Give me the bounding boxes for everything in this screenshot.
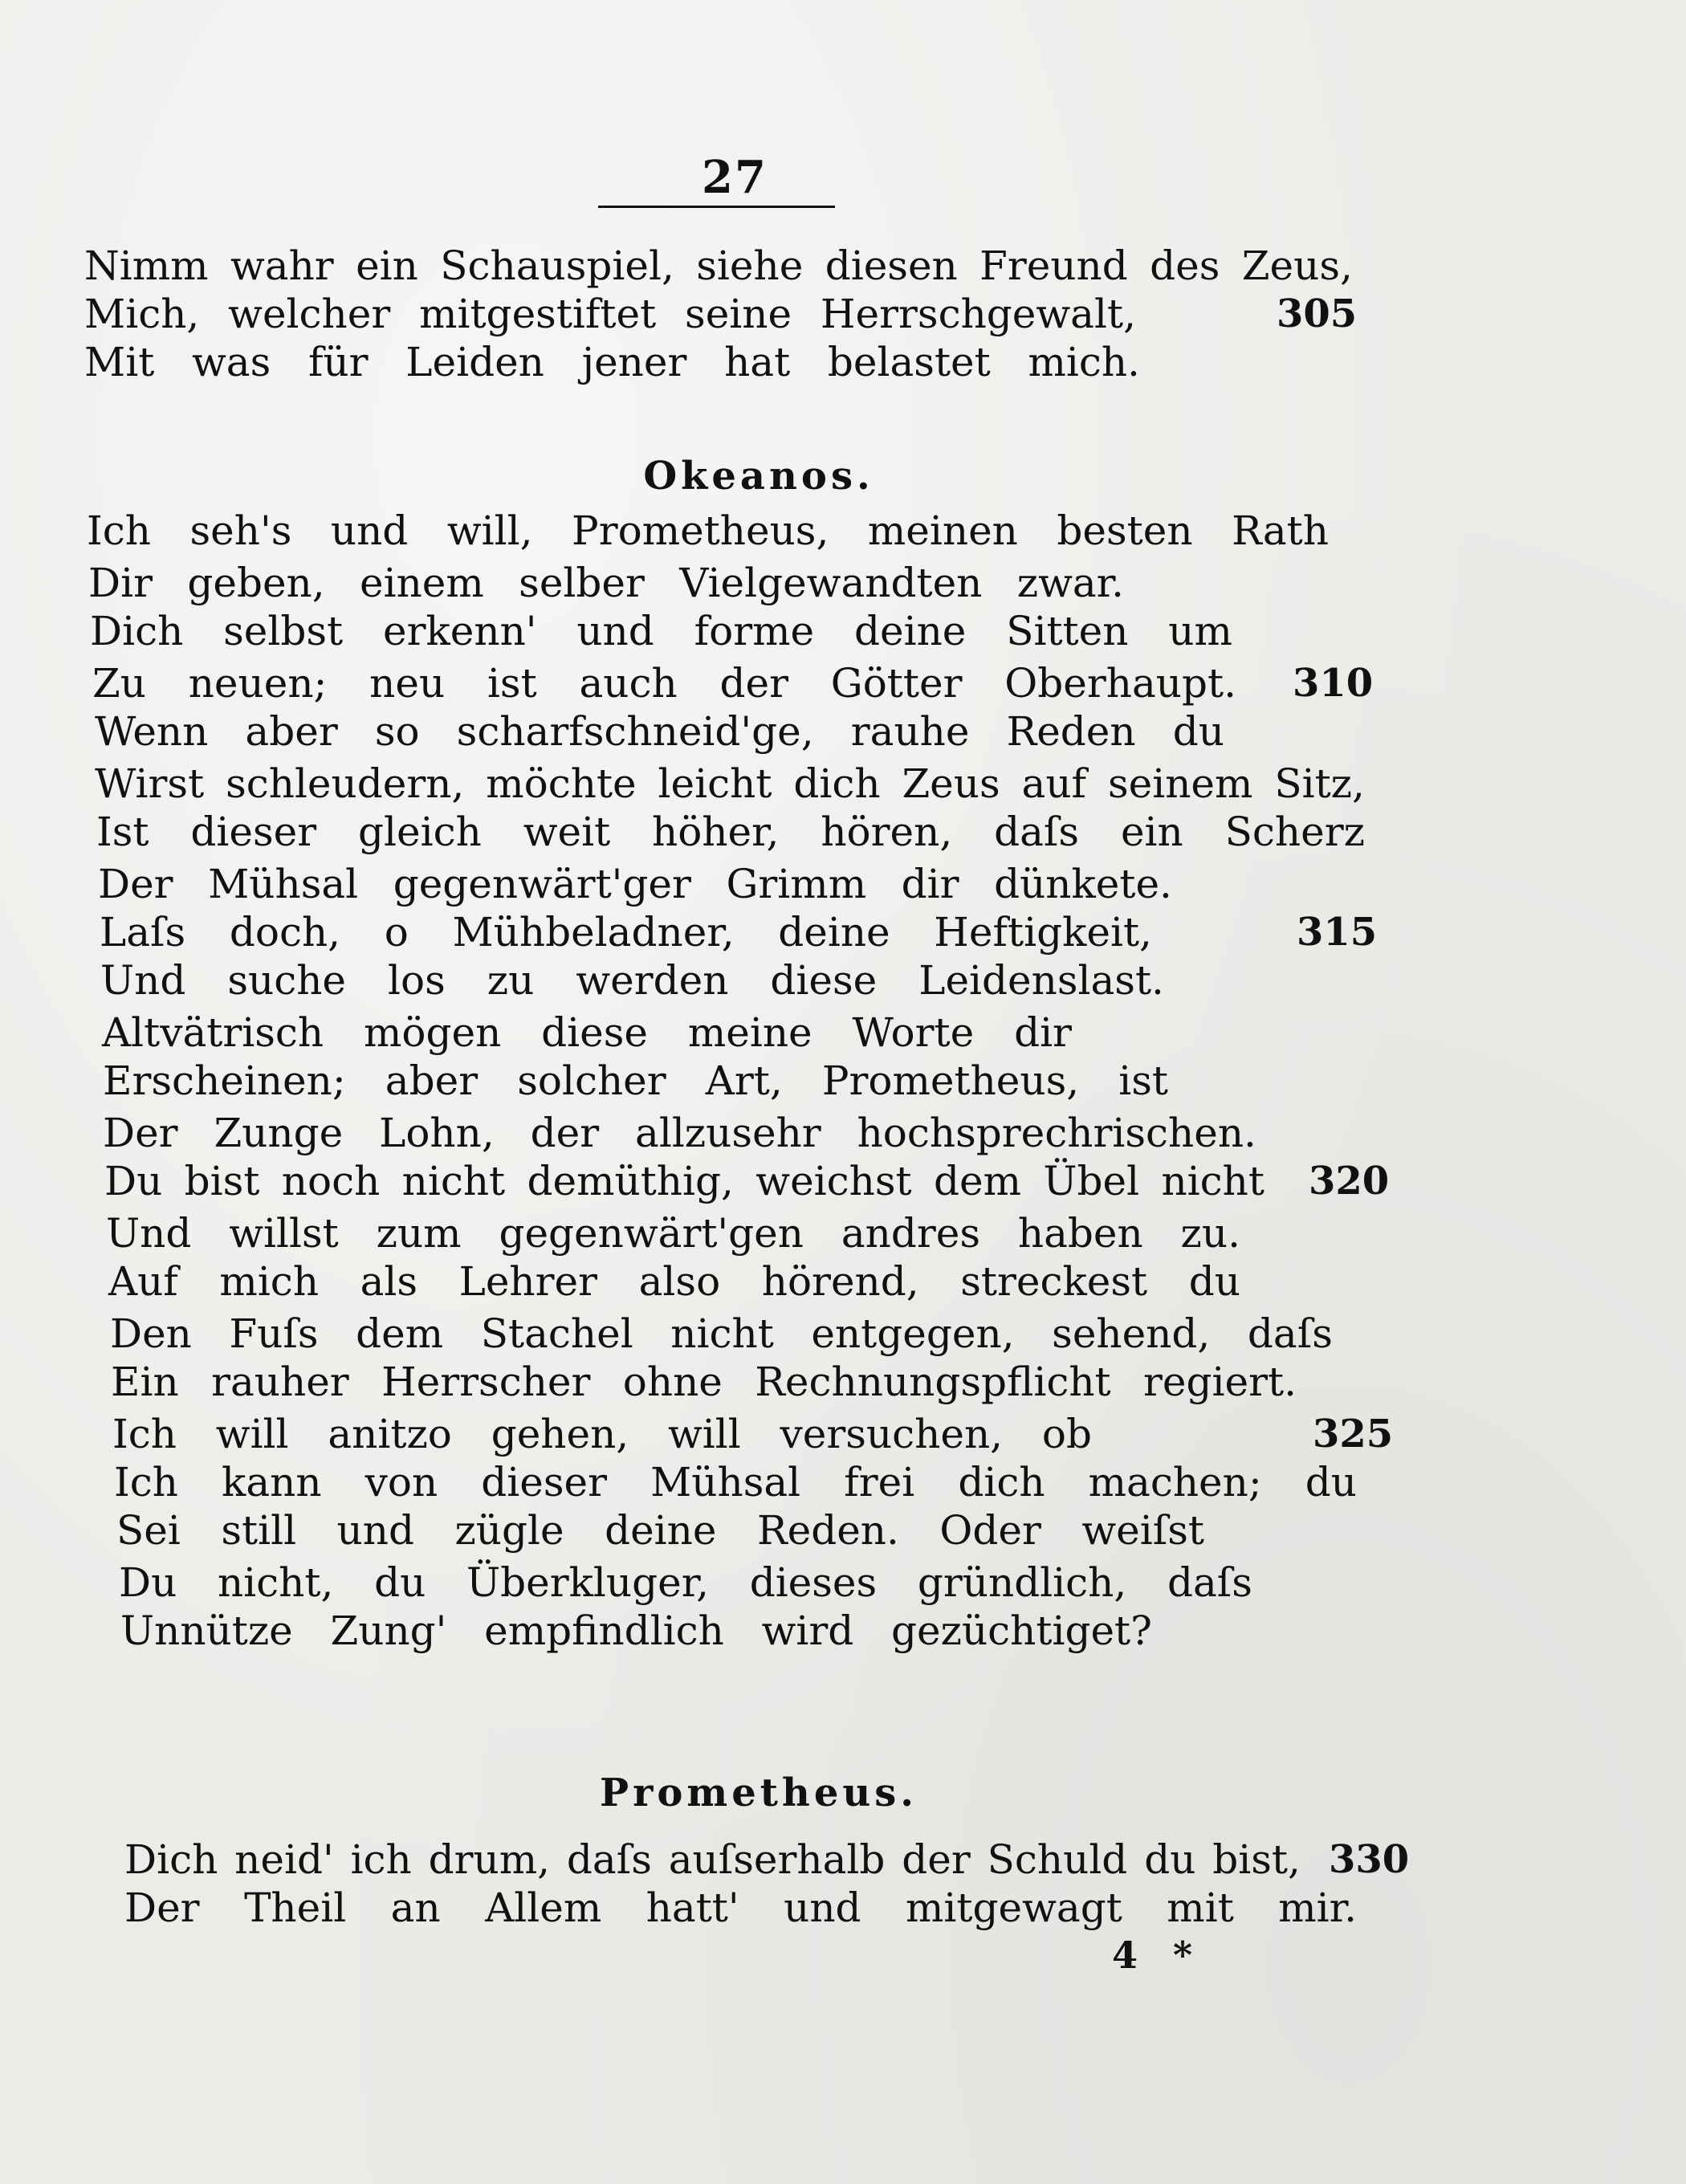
verse-line: Den Fuſs dem Stachel nicht entgegen, sehend, daſs: [110, 1310, 1333, 1357]
verse-line: Auf mich als Lehrer also hörend, streckest du: [108, 1258, 1240, 1305]
verse-line: Altvätrisch mögen diese meine Worte dir: [102, 1009, 1072, 1056]
verse-line: Du nicht, du Überkluger, dieses gründlich, daſs: [119, 1559, 1252, 1606]
verse-line: Wenn aber so scharfschneid'ge, rauhe Reden du: [95, 708, 1224, 755]
verse-line: Der Theil an Allem hatt' und mitgewagt mit mir.: [124, 1885, 1357, 1931]
line-number: 310: [1293, 661, 1374, 706]
verse-line: Ich kann von dieser Mühsal frei dich machen; du: [114, 1459, 1357, 1506]
line-number: 315: [1297, 910, 1378, 955]
header-rule: [598, 206, 835, 208]
verse-line: Erscheinen; aber solcher Art, Prometheus, ist: [103, 1057, 1168, 1104]
verse-line: Dich neid' ich drum, daſs auſserhalb der Schuld du bist,: [124, 1836, 1301, 1883]
verse-line: Der Mühsal gegenwärt'ger Grimm dir dünkete.: [98, 861, 1172, 907]
line-number: 325: [1313, 1412, 1394, 1457]
line-number: 320: [1309, 1159, 1390, 1204]
verse-line: Dich selbst erkenn' und forme deine Sitten um: [90, 608, 1232, 654]
verse-line: Mit was für Leiden jener hat belastet mich.: [84, 339, 1140, 385]
line-number: 330: [1329, 1837, 1410, 1882]
verse-line: Und suche los zu werden diese Leidenslast.: [100, 957, 1164, 1004]
printer-signature: 4 *: [1112, 1933, 1204, 1977]
page-number: 27: [702, 151, 768, 204]
verse-line: Wirst schleudern, möchte leicht dich Zeus auf seinem Sitz,: [95, 760, 1365, 807]
speaker-name: Prometheus.: [600, 1770, 918, 1815]
verse-line: Nimm wahr ein Schauspiel, siehe diesen Freund des Zeus,: [84, 242, 1353, 289]
verse-line: Dir geben, einem selber Vielgewandten zwar.: [88, 560, 1124, 606]
line-number: 305: [1277, 291, 1358, 336]
verse-line: Zu neuen; neu ist auch der Götter Oberhaupt.: [92, 660, 1236, 707]
verse-line: Und willst zum gegenwärt'gen andres haben zu.: [106, 1210, 1240, 1257]
verse-line: Sei still und zügle deine Reden. Oder weiſst: [116, 1507, 1204, 1554]
speaker-name: Okeanos.: [643, 454, 874, 499]
verse-line: Unnütze Zung' empfindlich wird gezüchtiget?: [120, 1607, 1152, 1654]
verse-line: Ein rauher Herrscher ohne Rechnungspflicht regiert.: [111, 1359, 1297, 1405]
verse-line: Ich will anitzo gehen, will versuchen, ob: [112, 1411, 1092, 1457]
verse-line: Der Zunge Lohn, der allzusehr hochsprechrischen.: [103, 1110, 1256, 1156]
verse-line: Ist dieser gleich weit höher, hören, daſs ein Scherz: [96, 809, 1365, 855]
verse-line: Mich, welcher mitgestiftet seine Herrschgewalt,: [84, 291, 1136, 337]
verse-line: Laſs doch, o Mühbeladner, deine Heftigkeit,: [100, 909, 1152, 956]
verse-line: Ich seh's und will, Prometheus, meinen besten Rath: [87, 507, 1329, 554]
verse-line: Du bist noch nicht demüthig, weichst dem Übel nicht: [104, 1158, 1264, 1204]
